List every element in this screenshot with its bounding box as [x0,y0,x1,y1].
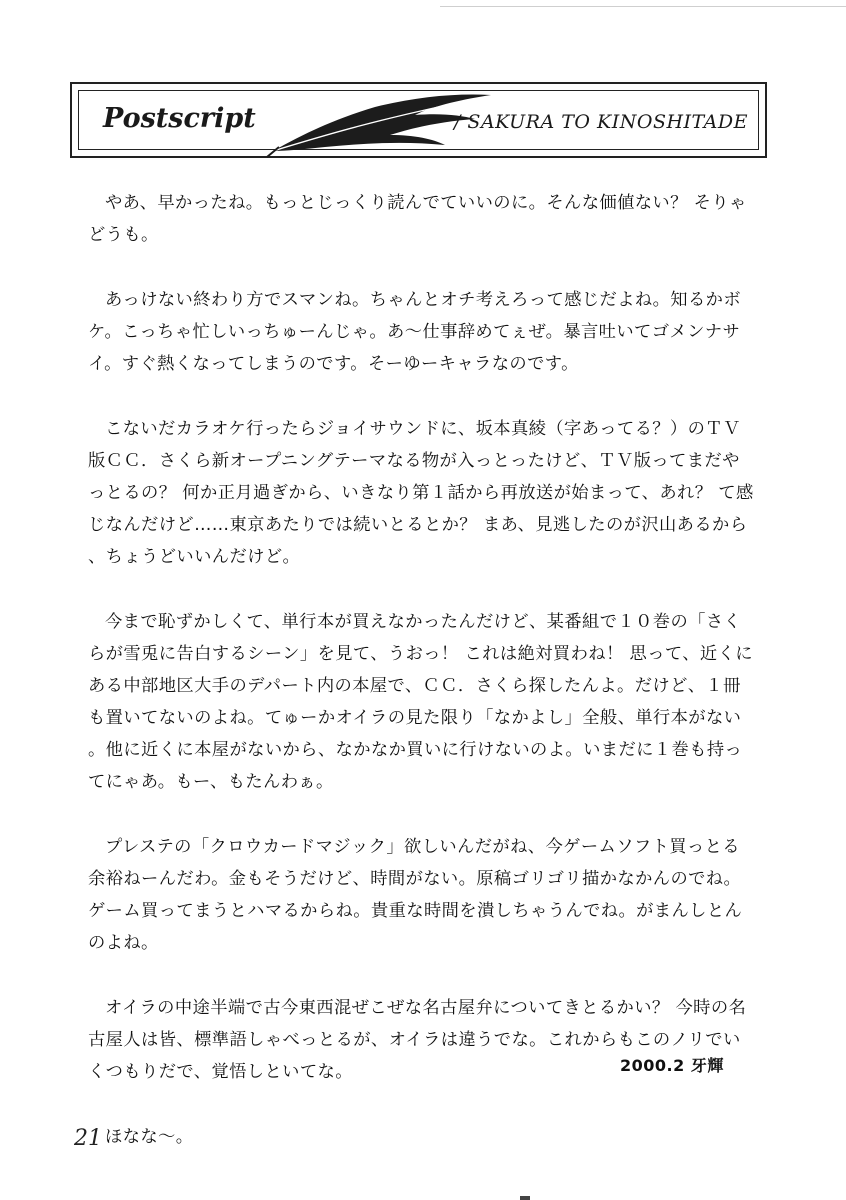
closing-line: ほなな～。 [105,1127,194,1147]
paragraph-3: こないだカラオケ行ったらジョイサウンドに、坂本真綾（字あってる？）のＴＶ版ＣＣ．さくら新オープニングテーマなる物が入っとったけど、ＴＶ版ってまだやっとるの？ 何か正月過ぎから、いきなり第１話から再放送が始まって、あれ？ て感じなんだけど……東京あたりでは続いとるとか？ まあ、見逃したのが沢山あるから、ちょうどいいんだけど。 [88,419,754,567]
header-banner [70,82,767,158]
paragraph-2: あっけない終わり方でスマンね。ちゃんとオチ考えろって感じだよね。知るかボケ。こっちゃ忙しいっちゅーんじゃ。あ～仕事辞めてぇぜ。暴言吐いてゴメンナサイ。すぐ熱くなってしまうのです。そーゆーキャラなのです。 [88,290,742,374]
header-title: Postscript [103,103,256,134]
top-rule [440,6,846,7]
paragraph-6: オイラの中途半端で古今東西混ぜこぜな名古屋弁についてきとるかい？ 今時の名古屋人は皆、標準語しゃべっとるが、オイラは違うでな。これからもこのノリでいくつもりだで、覚悟しといてな。 [88,998,747,1082]
header-subtitle: / SAKURA TO KINOSHITADE [453,111,748,133]
paragraph-4: 今まで恥ずかしくて、単行本が買えなかったんだけど、某番組で１０巻の「さくらが雪兎に告白するシーン」を見て、うおっ！ これは絶対買わね！ 思って、近くにある中部地区大手のデパート内の本屋で、ＣＣ．さくら探したんよ。だけど、１冊も置いてないのよね。てゅーかオイラの見た限り「なかよし」全般、単行本がない。他に近くに本屋がないから、なかなか買いに行けないのよ。いまだに１巻も持ってにゃあ。もー、もたんわぁ。 [88,612,753,792]
signature-date: 2000.2 牙輝 [620,1056,724,1075]
paragraph-1: やあ、早かったね。もっとじっくり読んでていいのに。そんな価値ない？ そりゃどうも。 [88,193,747,245]
page-number: 21 [74,1126,102,1151]
header-banner-inner-frame [78,90,759,150]
bottom-mark [520,1196,530,1200]
paragraph-5: プレステの「クロウカードマジック」欲しいんだがね、今ゲームソフト買っとる余裕ねーんだわ。金もそうだけど、時間がない。原稿ゴリゴリ描かなかんのでね。ゲーム買ってまうとハマるからね。貴重な時間を潰しちゃうんでね。がまんしとんのよね。 [88,837,743,953]
postscript-body [88,187,754,1186]
